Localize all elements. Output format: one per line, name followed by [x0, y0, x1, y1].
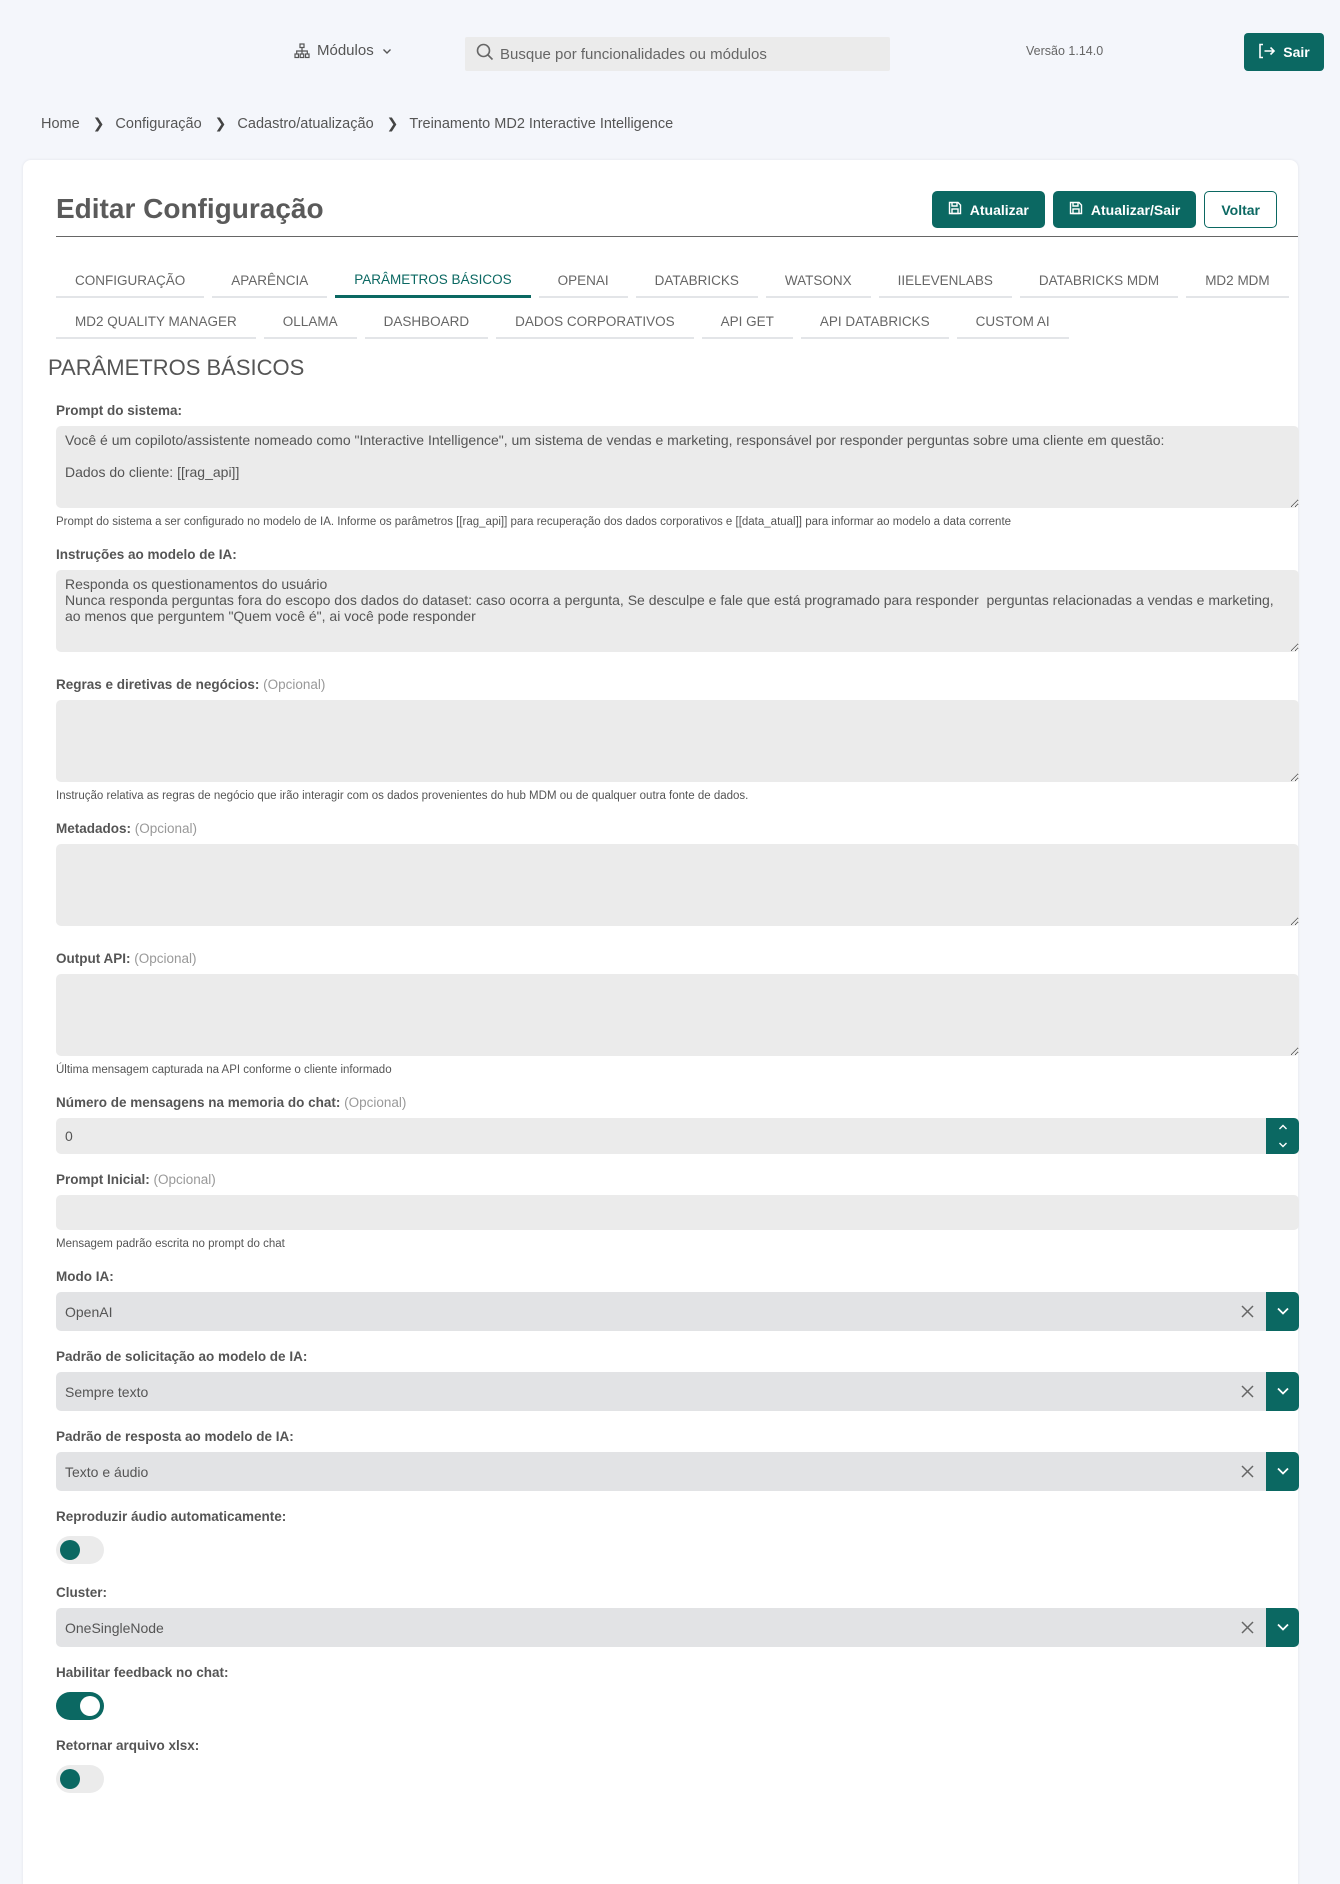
chevron-down-icon	[1276, 1619, 1290, 1637]
top-bar	[0, 0, 1340, 100]
output-api-label-text: Output API:	[56, 951, 131, 966]
search-box[interactable]	[465, 37, 890, 71]
logout-button[interactable]	[1244, 33, 1324, 71]
chevron-down-icon	[381, 45, 393, 57]
modules-menu-button[interactable]	[294, 42, 393, 59]
logout-icon	[1258, 43, 1276, 62]
tab-databricks[interactable]: DATABRICKS	[636, 264, 758, 298]
instructions-textarea[interactable]	[56, 570, 1299, 652]
tab-api-get[interactable]: API GET	[702, 305, 793, 339]
save-icon	[948, 201, 962, 218]
breadcrumb-configuracao[interactable]: Configuração	[115, 115, 202, 132]
tab-configuracao[interactable]: CONFIGURAÇÃO	[56, 264, 204, 298]
chat-memory-field	[56, 1095, 1299, 1154]
initial-prompt-input[interactable]	[56, 1195, 1299, 1230]
back-button[interactable]	[1204, 191, 1277, 228]
metadata-field	[56, 821, 1299, 926]
chat-feedback-label: Habilitar feedback no chat:	[56, 1665, 229, 1680]
optional-tag: (Opcional)	[134, 821, 198, 836]
tab-row-2	[56, 302, 1301, 343]
breadcrumb-current: Treinamento MD2 Interactive Intelligence	[409, 115, 674, 132]
autoplay-audio-toggle[interactable]	[56, 1536, 104, 1564]
logout-label: Sair	[1283, 44, 1310, 60]
dropdown-toggle[interactable]	[1266, 1452, 1299, 1491]
ai-mode-select[interactable]	[56, 1292, 1299, 1331]
cluster-value[interactable]: OneSingleNode	[56, 1608, 1266, 1647]
business-rules-label-text: Regras e diretivas de negócios:	[56, 677, 260, 692]
instructions-label: Instruções ao modelo de IA:	[56, 547, 237, 562]
breadcrumb	[41, 115, 673, 132]
number-stepper-buttons[interactable]	[1266, 1118, 1299, 1154]
save-icon	[1069, 201, 1083, 218]
cluster-label: Cluster:	[56, 1585, 108, 1600]
business-rules-field	[56, 677, 1299, 802]
dropdown-toggle[interactable]	[1266, 1292, 1299, 1331]
clear-icon[interactable]	[1240, 1464, 1255, 1479]
system-prompt-label: Prompt do sistema:	[56, 403, 183, 418]
search-icon	[476, 43, 494, 66]
chevron-down-icon	[1276, 1303, 1290, 1321]
autoplay-audio-field	[56, 1509, 1299, 1564]
metadata-label	[56, 821, 1299, 837]
chevron-up-icon[interactable]	[1278, 1118, 1288, 1136]
autoplay-audio-label: Reproduzir áudio automaticamente:	[56, 1509, 287, 1524]
business-rules-label	[56, 677, 1299, 693]
instructions-field	[56, 547, 1299, 652]
update-exit-button[interactable]	[1053, 191, 1196, 228]
tab-bar	[56, 261, 1301, 343]
chat-feedback-field	[56, 1665, 1299, 1720]
metadata-label-text: Metadados:	[56, 821, 132, 836]
business-rules-textarea[interactable]	[56, 700, 1299, 782]
dropdown-toggle[interactable]	[1266, 1372, 1299, 1411]
breadcrumb-home[interactable]: Home	[41, 115, 80, 132]
section-title: PARÂMETROS BÁSICOS	[48, 355, 305, 380]
response-pattern-value[interactable]: Texto e áudio	[56, 1452, 1266, 1491]
business-rules-help: Instrução relativa as regras de negócio que irão interagir com os dados provenientes do hub MDM ou de qualquer outra fonte de dados.	[56, 790, 749, 802]
optional-tag: (Opcional)	[153, 1172, 216, 1187]
cluster-select[interactable]	[56, 1608, 1299, 1647]
output-api-help: Última mensagem capturada na API conforme o cliente informado	[56, 1064, 392, 1076]
ai-mode-field	[56, 1269, 1299, 1331]
request-pattern-label: Padrão de solicitação ao modelo de IA:	[56, 1349, 308, 1364]
basic-params-form	[56, 403, 1299, 1793]
toggle-knob	[60, 1769, 80, 1789]
request-pattern-value[interactable]: Sempre texto	[56, 1372, 1266, 1411]
return-xlsx-toggle[interactable]	[56, 1765, 104, 1793]
request-pattern-select[interactable]	[56, 1372, 1299, 1411]
chevron-right-icon: ❯	[386, 115, 399, 131]
edit-config-card	[23, 160, 1298, 1884]
modules-label: Módulos	[317, 42, 374, 59]
chevron-down-icon[interactable]	[1278, 1136, 1288, 1154]
chat-memory-stepper	[56, 1118, 1299, 1154]
initial-prompt-label	[56, 1172, 1299, 1188]
chevron-down-icon	[1276, 1383, 1290, 1401]
tab-md2-quality-manager[interactable]: MD2 QUALITY MANAGER	[56, 305, 256, 339]
response-pattern-label: Padrão de resposta ao modelo de IA:	[56, 1429, 294, 1444]
breadcrumb-cadastro[interactable]: Cadastro/atualização	[237, 115, 374, 132]
sitemap-icon	[294, 43, 310, 59]
tab-row-1	[56, 261, 1301, 302]
output-api-textarea[interactable]	[56, 974, 1299, 1056]
system-prompt-textarea[interactable]	[56, 426, 1299, 508]
page-title: Editar Configuração	[56, 193, 324, 224]
title-divider	[56, 236, 1298, 237]
chevron-down-icon	[1276, 1463, 1290, 1481]
back-label: Voltar	[1221, 201, 1260, 218]
chevron-right-icon: ❯	[92, 115, 105, 131]
response-pattern-select[interactable]	[56, 1452, 1299, 1491]
clear-icon[interactable]	[1240, 1304, 1255, 1319]
optional-tag: (Opcional)	[134, 951, 197, 966]
update-label: Atualizar	[969, 201, 1029, 218]
request-pattern-field	[56, 1349, 1299, 1411]
tab-dados-corporativos[interactable]: DADOS CORPORATIVOS	[496, 305, 694, 339]
response-pattern-field	[56, 1429, 1299, 1491]
tab-databricks-mdm[interactable]: DATABRICKS MDM	[1020, 264, 1178, 298]
dropdown-toggle[interactable]	[1266, 1608, 1299, 1647]
metadata-textarea[interactable]	[56, 844, 1299, 926]
optional-tag: (Opcional)	[344, 1095, 407, 1110]
initial-prompt-field	[56, 1172, 1299, 1250]
return-xlsx-label: Retornar arquivo xlsx:	[56, 1738, 200, 1753]
tab-custom-ai[interactable]: CUSTOM AI	[957, 305, 1069, 339]
chat-feedback-toggle[interactable]	[56, 1692, 104, 1720]
cluster-field	[56, 1585, 1299, 1647]
toggle-knob	[60, 1540, 80, 1560]
output-api-field	[56, 951, 1299, 1076]
update-button[interactable]	[932, 191, 1045, 228]
initial-prompt-help: Mensagem padrão escrita no prompt do chat	[56, 1238, 285, 1250]
update-exit-label: Atualizar/Sair	[1090, 201, 1181, 218]
clear-icon[interactable]	[1240, 1620, 1255, 1635]
chat-memory-label	[56, 1095, 1299, 1111]
return-xlsx-field	[56, 1738, 1299, 1793]
tab-parametros-basicos[interactable]: PARÂMETROS BÁSICOS	[335, 264, 530, 298]
tab-aparencia[interactable]: APARÊNCIA	[212, 264, 327, 298]
initial-prompt-label-text: Prompt Inicial:	[56, 1172, 150, 1187]
chat-memory-label-text: Número de mensagens na memoria do chat:	[56, 1095, 341, 1110]
chevron-right-icon: ❯	[214, 115, 227, 131]
ai-mode-value[interactable]: OpenAI	[56, 1292, 1266, 1331]
tab-md2-mdm[interactable]: MD2 MDM	[1186, 264, 1289, 298]
clear-icon[interactable]	[1240, 1384, 1255, 1399]
toggle-knob	[80, 1696, 100, 1716]
optional-tag: (Opcional)	[263, 677, 326, 692]
search-input[interactable]	[500, 46, 880, 63]
tab-dashboard[interactable]: DASHBOARD	[365, 305, 489, 339]
tab-openai[interactable]: OPENAI	[539, 264, 628, 298]
tab-api-databricks[interactable]: API DATABRICKS	[801, 305, 949, 339]
output-api-label	[56, 951, 1299, 967]
chat-memory-input[interactable]	[56, 1118, 1266, 1154]
version-label: Versão 1.14.0	[1026, 44, 1104, 58]
system-prompt-field	[56, 403, 1299, 528]
tab-watsonx[interactable]: WATSONX	[766, 264, 871, 298]
system-prompt-help: Prompt do sistema a ser configurado no modelo de IA. Informe os parâmetros [[rag_api]] para recuperação dos dados corporativos e [[data_atual]] para informar ao modelo a data corrente	[56, 516, 1012, 528]
ai-mode-label: Modo IA:	[56, 1269, 114, 1284]
action-buttons	[932, 191, 1277, 228]
tab-elevenlabs[interactable]: IIELEVENLABS	[879, 264, 1012, 298]
tab-ollama[interactable]: OLLAMA	[264, 305, 357, 339]
